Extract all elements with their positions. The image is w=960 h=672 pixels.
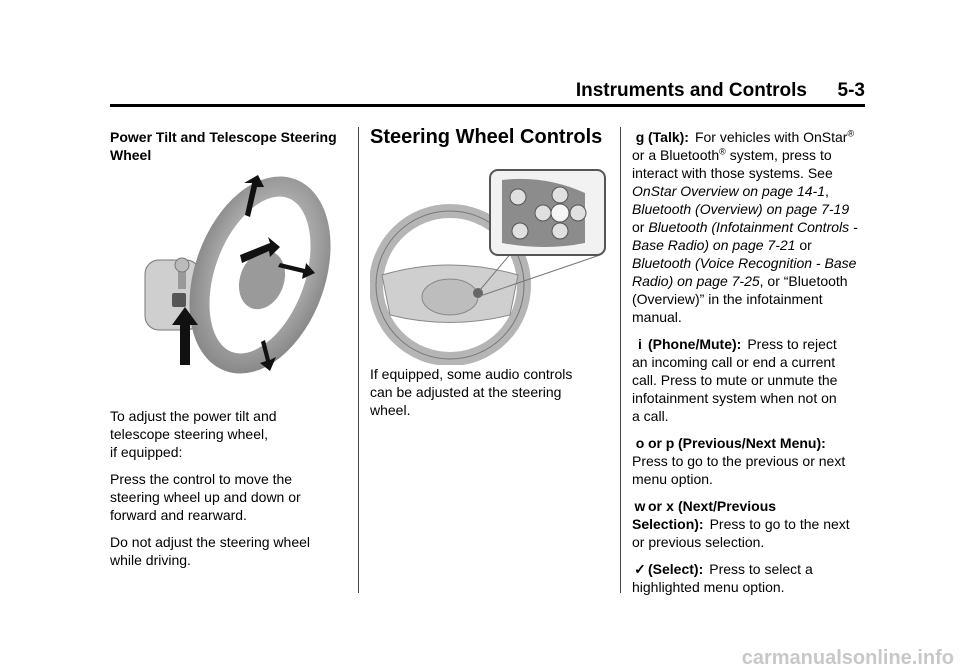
talk-description: g (Talk): For vehicles with OnStar® or a Bluetooth® system, press to interact with those systems. See OnStar Overview on page 14-1, Bluetooth (Overview) on page 7-19 or Bluetooth (Infotainment Controls - Base Radio) on page 7-21 or Bluetooth (Voice Recognition - Base Radio) on page 7-25, or “Bluetooth (Overview)” in the infotainment manual. xyxy=(632,128,858,325)
previous-next-menu-description: o or p (Previous/Next Menu): Press to go to the previous or next menu option. xyxy=(632,435,846,487)
bluetooth-voice-link[interactable]: Bluetooth (Voice Recognition - Base xyxy=(632,255,857,271)
power-tilt-intro: To adjust the power tilt and telescope steering wheel, if equipped: xyxy=(110,408,277,460)
power-tilt-heading: Power Tilt and Telescope Steering Wheel xyxy=(110,129,337,163)
up-selection-icon: w xyxy=(634,498,646,514)
power-tilt-instructions: Press the control to move the steering wheel up and down or forward and rearward. xyxy=(110,471,301,523)
down-selection-icon: x xyxy=(666,498,674,514)
onstar-overview-link[interactable]: OnStar Overview on page 14-1 xyxy=(632,183,825,199)
column-3 xyxy=(632,128,872,605)
page-number: 5-3 xyxy=(837,80,865,101)
steering-wheel-controls-text: If equipped, some audio controls can be adjusted at the steering wheel. xyxy=(370,366,573,418)
checkmark-icon: ✓ xyxy=(634,561,646,577)
phone-mute-description: i (Phone/Mute): Press to reject an incoming call or end a current call. Press to mute or unmute the infotainment system when not on a call. xyxy=(632,336,838,424)
watermark: carmanualsonline.info xyxy=(741,647,954,669)
header-rule xyxy=(110,104,865,107)
column-divider-1 xyxy=(358,127,359,593)
phone-mute-icon: i xyxy=(638,336,642,352)
power-tilt-steering-illustration xyxy=(140,175,335,375)
power-tilt-warning: Do not adjust the steering wheel while driving. xyxy=(110,534,311,568)
next-previous-selection-description: w or x (Next/Previous Selection): Press to go to the next or previous selection. xyxy=(632,498,850,550)
previous-menu-icon: o xyxy=(635,435,645,451)
steering-wheel-controls-heading: Steering Wheel Controls xyxy=(370,126,603,148)
bluetooth-infotainment-link[interactable]: Bluetooth (Infotainment Controls - xyxy=(648,219,858,235)
select-description: ✓ (Select): Press to select a highlighted menu option. xyxy=(632,561,813,595)
steering-wheel-controls-illustration xyxy=(370,165,610,365)
bluetooth-overview-link[interactable]: Bluetooth (Overview) on page 7-19 xyxy=(632,201,850,217)
next-menu-icon: p xyxy=(665,435,675,451)
header-bar xyxy=(110,80,865,104)
header-title: Instruments and Controls xyxy=(575,80,807,101)
talk-icon: g xyxy=(635,129,645,145)
column-divider-2 xyxy=(620,127,621,593)
